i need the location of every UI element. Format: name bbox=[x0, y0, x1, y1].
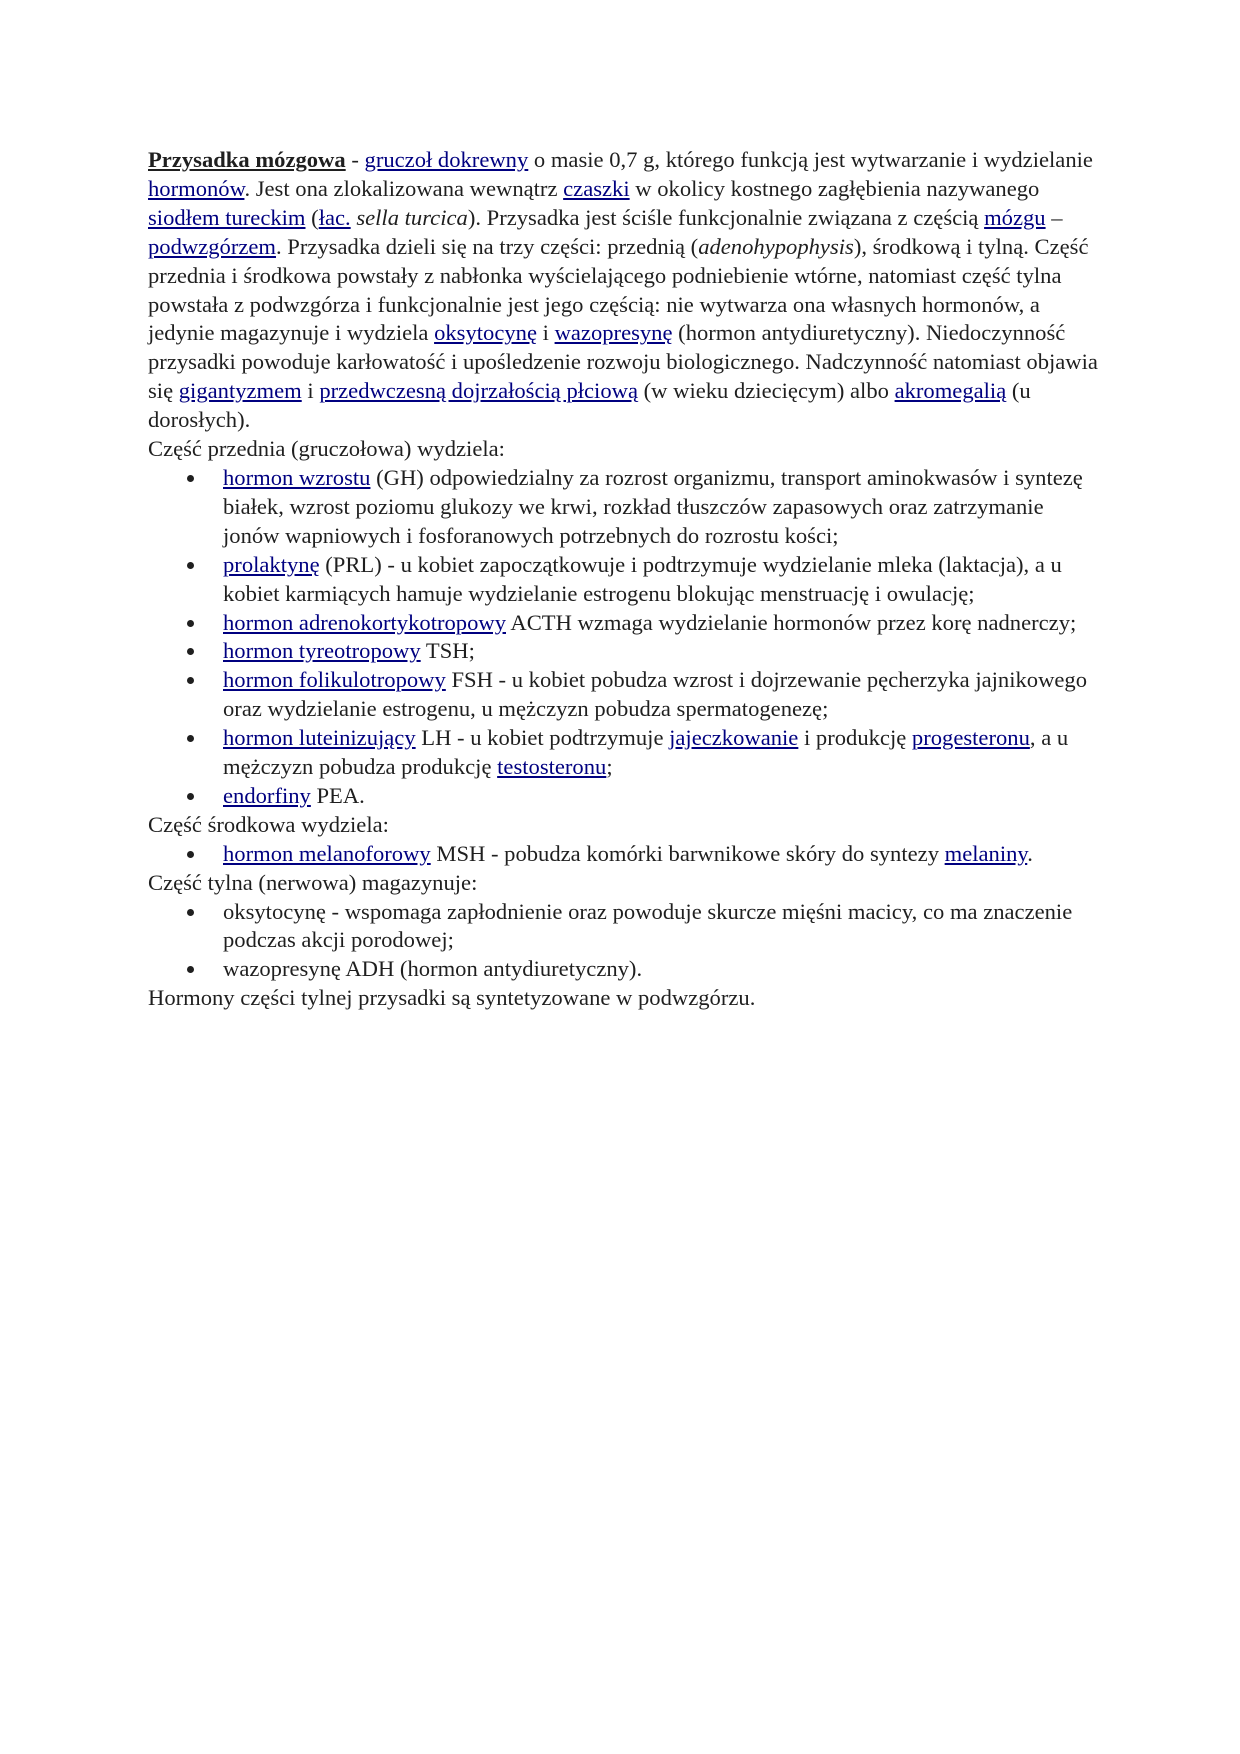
bullet-icon bbox=[187, 966, 194, 973]
link-siodlem-tureckim[interactable]: siodłem tureckim bbox=[148, 204, 306, 230]
bullet-icon bbox=[187, 620, 194, 627]
list-item: hormon luteinizujący LH - u kobiet podtrzymuje jajeczkowanie i produkcję progesteronu, a u mężczyzn pobudza produkcję testosteronu; bbox=[148, 724, 1098, 782]
middle-list bbox=[148, 840, 1098, 869]
link-hormon-wzrostu[interactable]: hormon wzrostu bbox=[223, 464, 371, 490]
link-melaniny[interactable]: melaniny bbox=[944, 840, 1028, 866]
bullet-icon bbox=[187, 677, 194, 684]
link-mozgu[interactable]: mózgu bbox=[984, 204, 1046, 230]
link-czaszki[interactable]: czaszki bbox=[563, 175, 630, 201]
link-gruczol-dokrewny[interactable]: gruczoł dokrewny bbox=[364, 147, 529, 172]
link-hormon-adrenokortykotropowy[interactable]: hormon adrenokortykotropowy bbox=[223, 609, 506, 635]
list-item: hormon folikulotropowy FSH - u kobiet pobudza wzrost i dojrzewanie pęcherzyka jajnikowego oraz wydzielanie estrogenu, u mężczyzn pobudza spermatogenezę; bbox=[148, 666, 1098, 724]
link-hormon-tyreotropowy[interactable]: hormon tyreotropowy bbox=[223, 638, 421, 664]
bullet-icon bbox=[187, 475, 194, 482]
article-title: Przysadka mózgowa bbox=[148, 147, 346, 172]
link-jajeczkowanie[interactable]: jajeczkowanie bbox=[669, 725, 799, 751]
link-gigantyzmem[interactable]: gigantyzmem bbox=[178, 378, 302, 404]
link-testosteronu[interactable]: testosteronu bbox=[497, 754, 607, 780]
bullet-icon bbox=[187, 793, 194, 800]
link-przedwczesna-dojrzalosc[interactable]: przedwczesną dojrzałością płciową bbox=[319, 378, 638, 404]
link-podwzgorzem[interactable]: podwzgórzem bbox=[148, 233, 276, 259]
middle-heading: Część środkowa wydziela: bbox=[148, 811, 389, 837]
bullet-icon bbox=[187, 909, 194, 916]
bullet-icon bbox=[187, 735, 194, 742]
link-hormon-luteinizujacy[interactable]: hormon luteinizujący bbox=[223, 725, 416, 751]
anterior-list bbox=[148, 464, 1098, 811]
closing-sentence: Hormony części tylnej przysadki są syntetyzowane w podwzgórzu. bbox=[148, 985, 756, 1011]
link-prolaktyne[interactable]: prolaktynę bbox=[223, 551, 320, 577]
list-item: prolaktynę (PRL) - u kobiet zapoczątkowuje i podtrzymuje wydzielanie mleka (laktacja), a u kobiet karmiących hamuje wydzielanie estrogenu blokując menstruację i owulację; bbox=[148, 551, 1098, 609]
link-hormon-melanoforowy[interactable]: hormon melanoforowy bbox=[223, 840, 431, 866]
list-item: oksytocynę - wspomaga zapłodnienie oraz powoduje skurcze mięśni macicy, co ma znaczenie podczas akcji porodowej; bbox=[148, 898, 1098, 956]
bullet-icon bbox=[187, 562, 194, 569]
list-item: endorfiny PEA. bbox=[148, 782, 1098, 811]
link-akromegalia[interactable]: akromegalią bbox=[894, 378, 1007, 404]
link-hormon-folikulotropowy[interactable]: hormon folikulotropowy bbox=[223, 667, 446, 693]
document-page bbox=[148, 146, 1098, 1013]
latin-term-adenohypophysis: adenohypophysis bbox=[698, 233, 854, 259]
posterior-heading: Część tylna (nerwowa) magazynuje: bbox=[148, 869, 478, 895]
list-item: hormon melanoforowy MSH - pobudza komórki barwnikowe skóry do syntezy melaniny. bbox=[148, 840, 1098, 869]
link-endorfiny[interactable]: endorfiny bbox=[223, 782, 311, 808]
list-item: hormon tyreotropowy TSH; bbox=[148, 637, 1098, 666]
list-item: hormon adrenokortykotropowy ACTH wzmaga wydzielanie hormonów przez korę nadnerczy; bbox=[148, 609, 1098, 638]
link-oksytocyne[interactable]: oksytocynę bbox=[434, 320, 537, 346]
posterior-list bbox=[148, 898, 1098, 985]
link-progesteronu[interactable]: progesteronu bbox=[911, 725, 1030, 751]
list-item: wazopresynę ADH (hormon antydiuretyczny). bbox=[148, 955, 1098, 984]
list-item: hormon wzrostu (GH) odpowiedzialny za rozrost organizmu, transport aminokwasów i syntezę białek, wzrost poziomu glukozy we krwi, rozkład tłuszczów zapasowych oraz zatrzymanie jonów wapniowych i fosforanowych potrzebnych do rozrostu kości; bbox=[148, 464, 1098, 551]
link-hormonow[interactable]: hormonów bbox=[148, 175, 245, 201]
intro-paragraph: Przysadka mózgowa - gruczoł dokrewny o masie 0,7 g, którego funkcją jest wytwarzanie i wydzielanie hormonów. Jest ona zlokalizowana wewnątrz czaszki w okolicy kostnego zagłębienia nazywanego siodłem tureckim (łac. sella turcica). Przysadka jest ściśle funkcjonalnie związana z częścią mózgu – podwzgórzem. Przysadka dzieli się na trzy części: przednią (adenohypophysis), środkową i tylną. Część przednia i środkowa powstały z nabłonka wyścielającego podniebienie wtórne, natomiast część tylna powstała z podwzgórza i funkcjonalnie jest jego częścią: nie wytwarza ona własnych hormonów, a jedynie magazynuje i wydziela oksytocynę i wazopresynę (hormon antydiuretyczny). Niedoczynność przysadki powoduje karłowatość i upośledzenie rozwoju biologicznego. Nadczynność natomiast objawia się gigantyzmem i przedwczesną dojrzałością płciową (w wieku dziecięcym) albo akromegalią (u dorosłych). bbox=[148, 147, 1098, 433]
anterior-heading: Część przednia (gruczołowa) wydziela: bbox=[148, 436, 505, 462]
bullet-icon bbox=[187, 648, 194, 655]
latin-term: sella turcica bbox=[356, 204, 468, 230]
bullet-icon bbox=[187, 851, 194, 858]
link-wazopresyne[interactable]: wazopresynę bbox=[554, 320, 673, 346]
link-lac[interactable]: łac. bbox=[318, 204, 351, 230]
